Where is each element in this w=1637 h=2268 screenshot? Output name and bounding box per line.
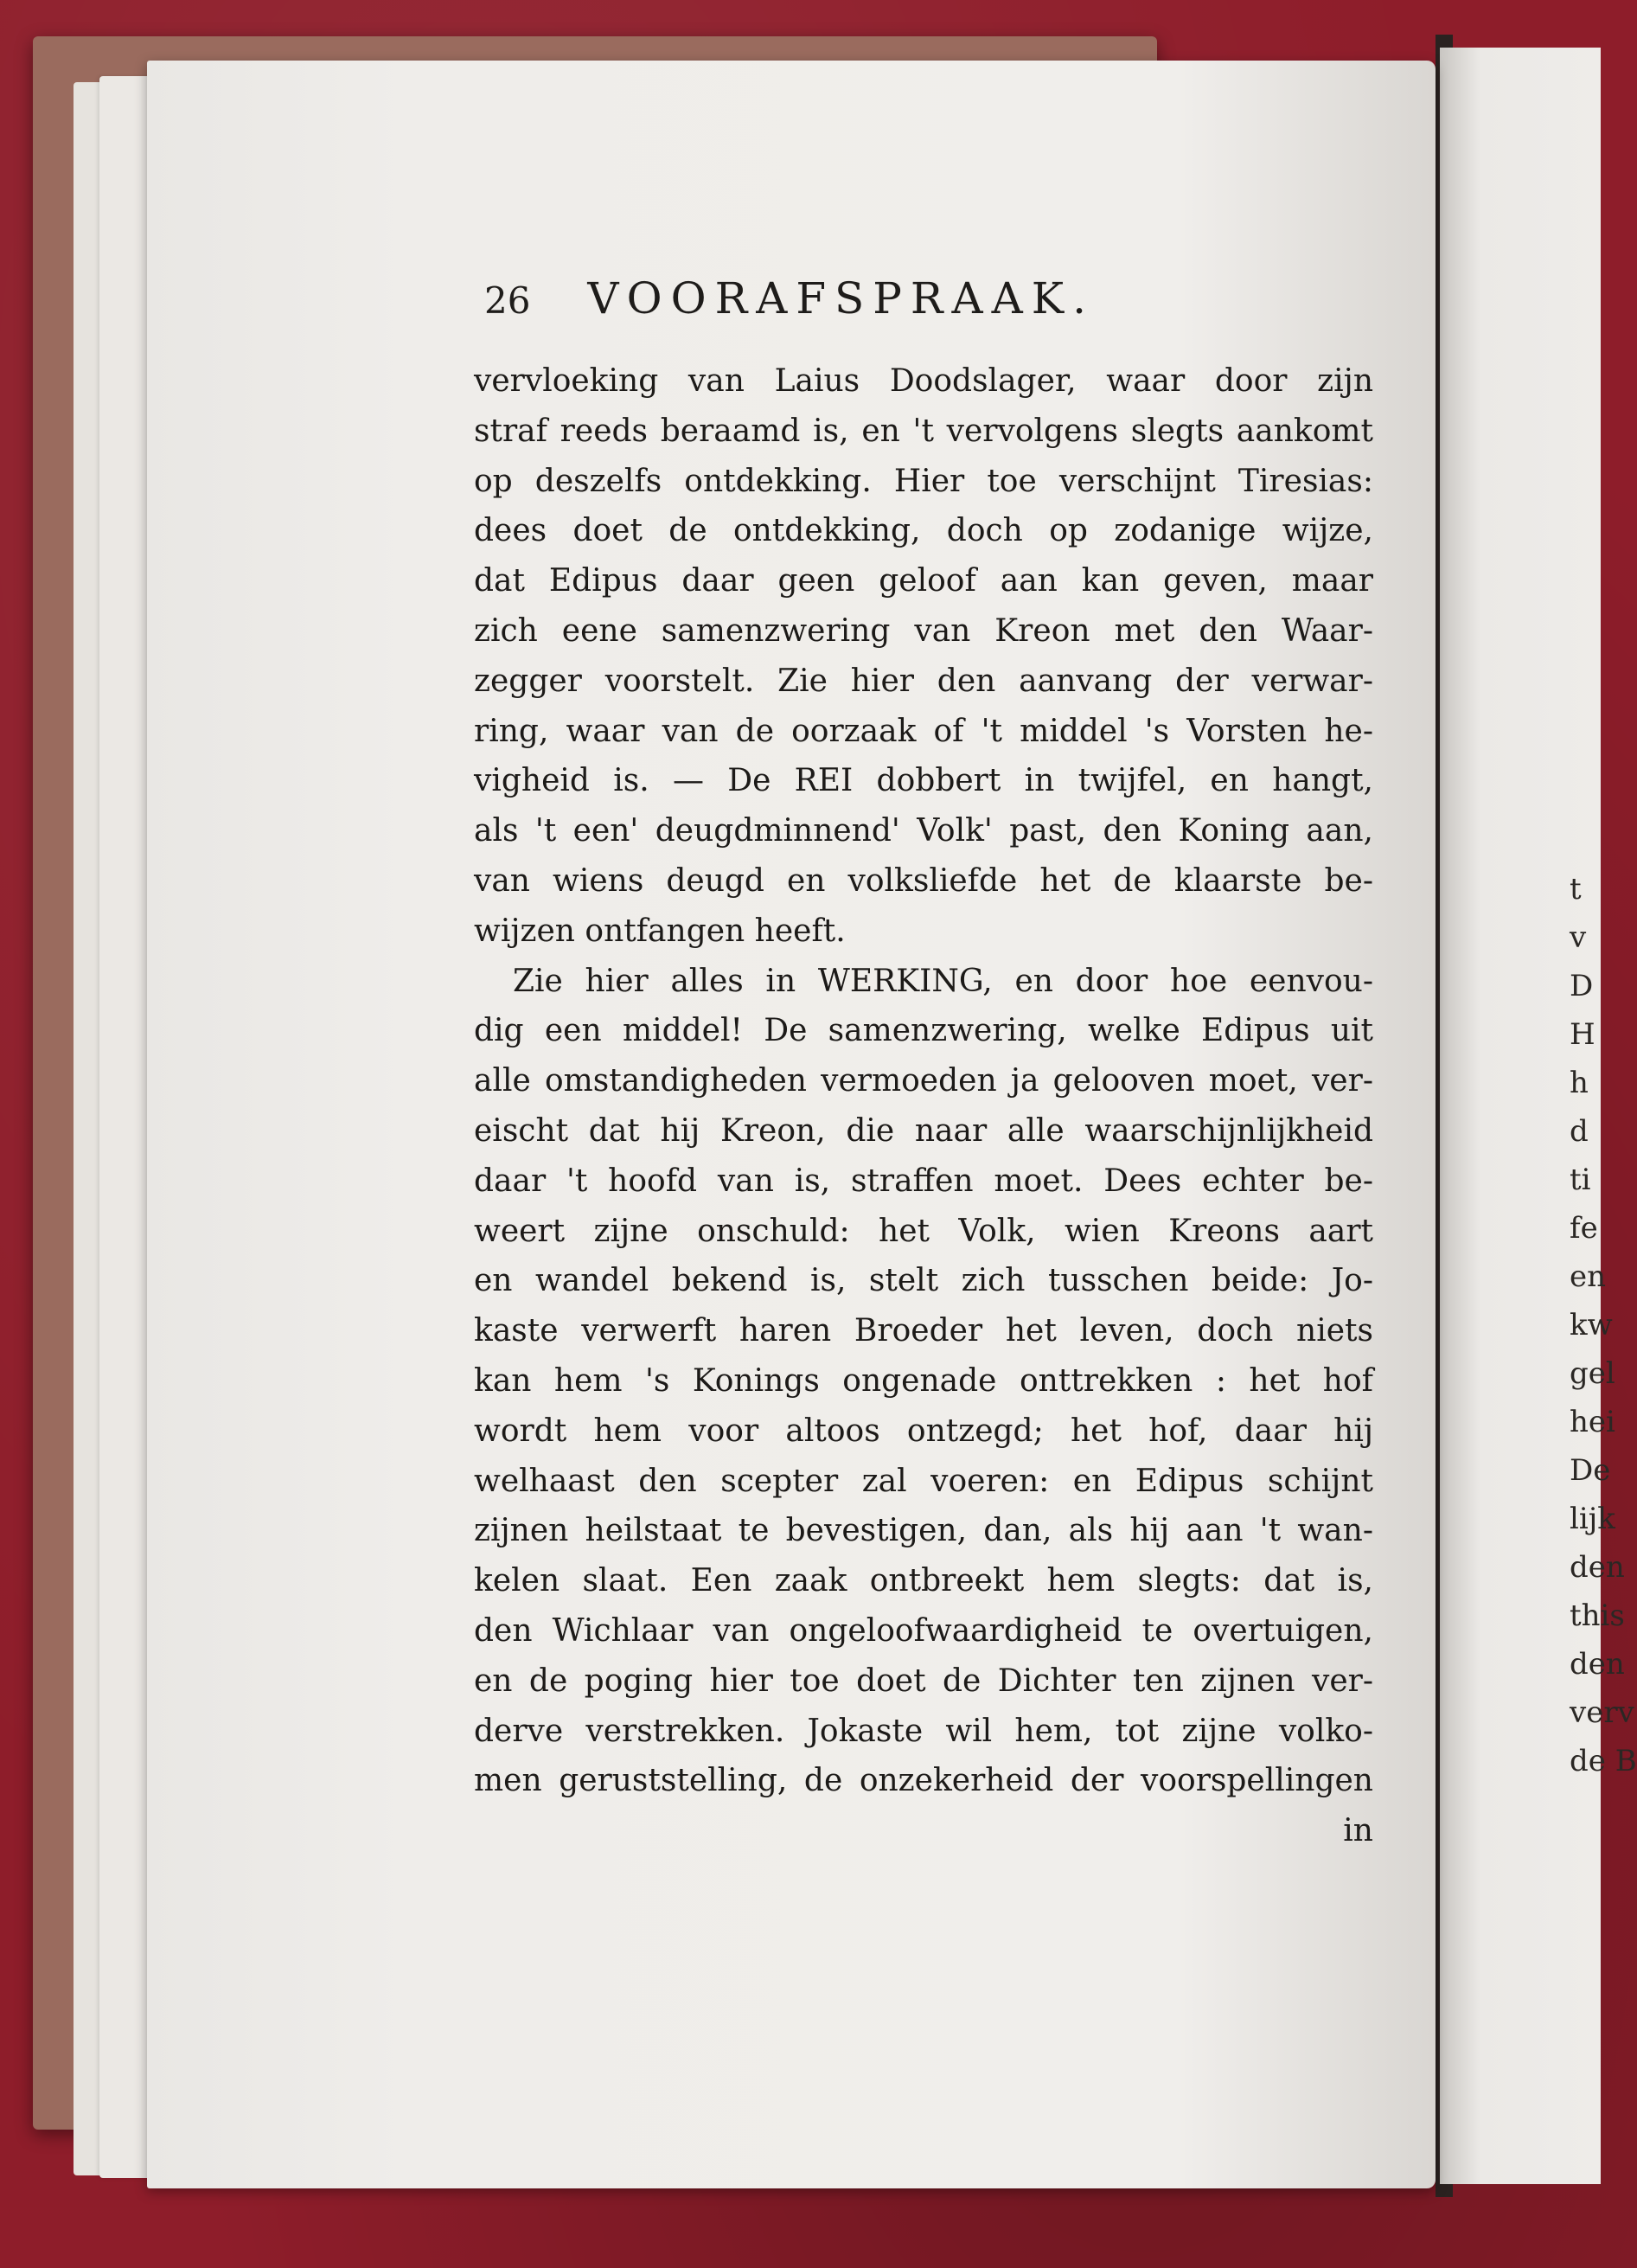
running-title: VOORAFSPRAAK. — [587, 273, 1096, 324]
text-line: zegger voorstelt. Zie hier den aanvang der verwar- — [474, 663, 1373, 699]
text-line: alle omstandigheden vermoeden ja gelooven moet, ver- — [474, 1063, 1373, 1099]
text-line: men geruststelling, de onzekerheid der voorspellingen — [474, 1763, 1373, 1799]
facing-fragment: lijk — [1570, 1502, 1615, 1536]
facing-fragment: gel — [1570, 1356, 1615, 1391]
facing-fragment: v — [1570, 920, 1587, 955]
text-line: den Wichlaar van ongeloofwaardigheid te overtuigen, — [474, 1612, 1373, 1649]
text-line: dat Edipus daar geen geloof aan kan geven, maar — [474, 563, 1373, 599]
facing-page-text — [1570, 865, 1637, 1785]
catchword: in — [1343, 1813, 1373, 1849]
text-line: en de poging hier toe doet de Dichter ten zijnen ver- — [474, 1663, 1373, 1699]
text-line: daar 't hoofd van is, straffen moet. Dees echter be- — [474, 1163, 1373, 1199]
text-line: wijzen ontfangen heeft. — [474, 913, 846, 949]
body-text — [474, 356, 1373, 1856]
text-line: kaste verwerft haren Broeder het leven, doch niets — [474, 1313, 1373, 1349]
text-line: kelen slaat. Een zaak ontbreekt hem slegts: dat is, — [474, 1563, 1373, 1599]
facing-fragment: this — [1570, 1598, 1625, 1633]
facing-fragment: h — [1570, 1066, 1589, 1100]
page-header — [484, 273, 1263, 334]
facing-fragment: d — [1570, 1114, 1589, 1149]
text-line: ring, waar van de oorzaak of 't middel 's Vorsten he- — [474, 713, 1373, 749]
facing-fragment: en — [1570, 1259, 1607, 1294]
facing-fragment: den — [1570, 1550, 1625, 1585]
facing-fragment: kw — [1570, 1308, 1613, 1342]
text-line: vervloeking van Laius Doodslager, waar door zijn — [474, 363, 1373, 399]
text-line: op deszelfs ontdekking. Hier toe verschijnt Tiresias: — [474, 463, 1373, 499]
facing-fragment: de B — [1570, 1744, 1637, 1778]
text-line: eischt dat hij Kreon, die naar alle waarschijnlijkheid — [474, 1112, 1373, 1149]
text-line: Zie hier alles in WERKING, en door hoe eenvou- — [513, 963, 1373, 999]
facing-fragment: ti — [1570, 1163, 1591, 1197]
text-line: en wandel bekend is, stelt zich tusschen beide: Jo- — [474, 1263, 1373, 1299]
facing-fragment: hei — [1570, 1405, 1615, 1439]
text-line: van wiens deugd en volksliefde het de klaarste be- — [474, 862, 1373, 899]
text-line: wordt hem voor altoos ontzegd; het hof, daar hij — [474, 1413, 1373, 1449]
facing-fragment: verv — [1570, 1695, 1634, 1730]
text-line: dees doet de ontdekking, doch op zodanige wijze, — [474, 513, 1373, 549]
page-number: 26 — [484, 279, 531, 322]
text-line: als 't een' deugdminnend' Volk' past, den Koning aan, — [474, 813, 1373, 849]
facing-fragment: den — [1570, 1647, 1625, 1682]
facing-fragment: fe — [1570, 1211, 1598, 1246]
text-line: zich eene samenzwering van Kreon met den Waar- — [474, 612, 1373, 649]
text-line: kan hem 's Konings ongenade onttrekken : het hof — [474, 1362, 1373, 1399]
text-line: vigheid is. — De REI dobbert in twijfel, en hangt, — [474, 763, 1373, 799]
facing-fragment: t — [1570, 872, 1582, 907]
facing-fragment: D — [1570, 969, 1594, 1003]
text-line: weert zijne onschuld: het Volk, wien Kreons aart — [474, 1213, 1373, 1249]
text-line: derve verstrekken. Jokaste wil hem, tot zijne volko- — [474, 1713, 1373, 1749]
text-line: straf reeds beraamd is, en 't vervolgens slegts aankomt — [474, 413, 1373, 449]
text-line: zijnen heilstaat te bevestigen, dan, als hij aan 't wan- — [474, 1513, 1373, 1549]
facing-fragment: H — [1570, 1017, 1595, 1052]
text-line: welhaast den scepter zal voeren: en Edipus schijnt — [474, 1463, 1373, 1499]
text-line: dig een middel! De samenzwering, welke Edipus uit — [474, 1013, 1373, 1049]
facing-fragment: De — [1570, 1453, 1611, 1488]
